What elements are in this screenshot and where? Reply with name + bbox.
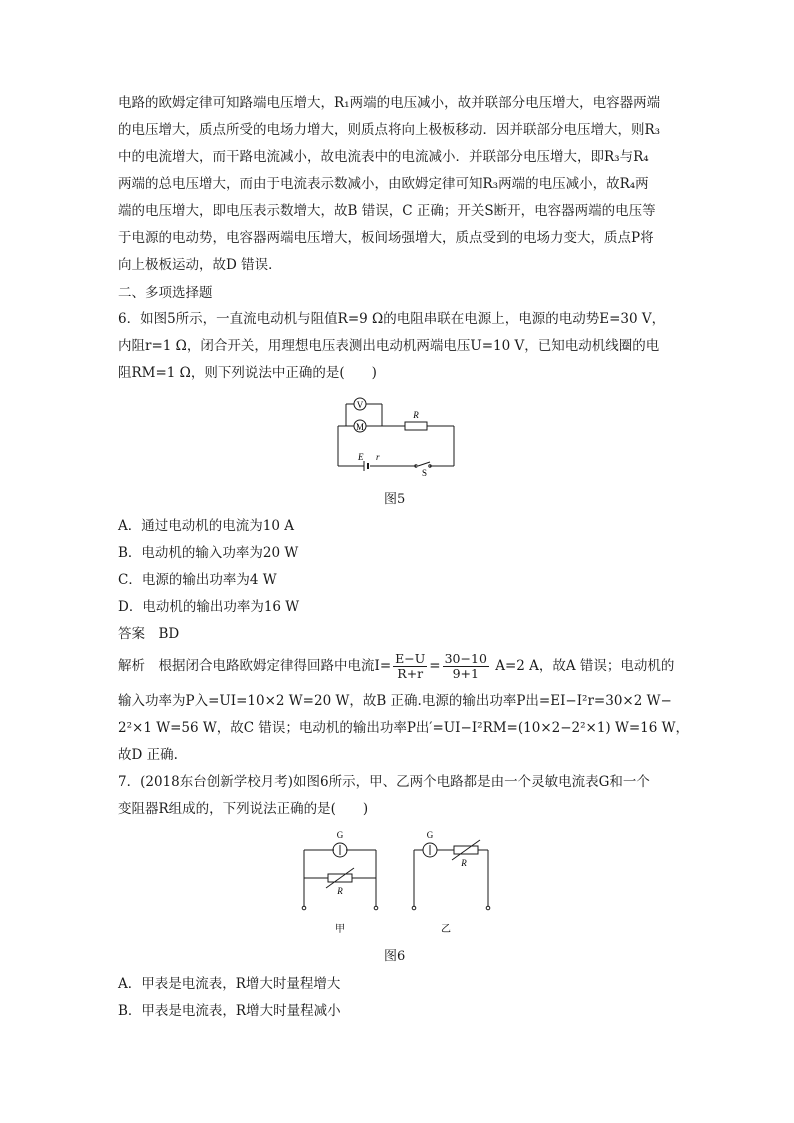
galvanometer-label: G — [336, 830, 344, 840]
fraction-denominator: 9+1 — [452, 666, 479, 681]
section-title: 二、多项选择题 — [118, 285, 213, 301]
rheostat-label: R — [461, 858, 467, 868]
q6-line: 内阻r=1 Ω，闭合开关，用理想电压表测出电动机两端电压U=10 V，已知电动机线圈的电 — [118, 338, 660, 354]
analysis-suffix: A=2 A，故A 错误；电动机的 — [495, 658, 675, 674]
motor-label: M — [355, 422, 365, 432]
intro-line: 的电压增大，质点所受的电场力增大，则质点将向上极板移动．因并联部分电压增大，则R₃ — [118, 122, 661, 138]
q6-line: 阻RM=1 Ω，则下列说法中正确的是( ) — [118, 365, 377, 381]
q6-line: 6．如图5所示，一直流电动机与阻值R=9 Ω的电阻串联在电源上，电源的电动势E=30 V， — [118, 311, 666, 327]
figure-5-circuit — [330, 390, 460, 478]
q7-line: 变阻器R组成的，下列说法正确的是( ) — [118, 801, 369, 817]
intro-line: 电路的欧姆定律可知路端电压增大，R₁两端的电压减小，故并联部分电压增大，电容器两端 — [118, 95, 661, 111]
q6-analysis-line: 故D 正确. — [118, 747, 178, 763]
q6-option-d: D．电动机的输出功率为16 W — [118, 599, 300, 615]
switch-label: S — [422, 468, 428, 478]
rheostat-label: R — [337, 886, 343, 896]
voltmeter-label: V — [356, 400, 364, 410]
fraction-numerator: E−U — [395, 651, 426, 666]
fraction-values — [443, 652, 489, 681]
circuit-yi-label: 乙 — [441, 924, 451, 935]
intro-line: 于电源的电动势，电容器两端电压增大，板间场强增大，质点受到的电场力变大，质点P将 — [118, 230, 654, 246]
fraction-current — [393, 652, 427, 681]
internal-resistance-label: r — [376, 452, 380, 462]
q6-analysis-first-line — [118, 648, 678, 684]
q6-answer: 答案 BD — [118, 626, 180, 642]
q6-option-c: C．电源的输出功率为4 W — [118, 572, 277, 588]
q6-analysis-line: 2²×1 W=56 W，故C 错误；电动机的输出功率P出′=UI−I²RM=(10×2−2²×1) W=16 W， — [118, 720, 690, 736]
intro-line: 两端的总电压增大，而由于电流表示数减小，由欧姆定律可知R₃两端的电压减小，故R₄两 — [118, 176, 649, 192]
q6-option-b: B．电动机的输入功率为20 W — [118, 545, 299, 561]
q7-option-b: B．甲表是电流表，R增大时量程减小 — [118, 1003, 341, 1019]
intro-line: 端的电压增大，即电压表示数增大，故B 错误，C 正确；开关S断开，电容器两端的电压等 — [118, 203, 656, 219]
figure-5-caption: 图5 — [384, 492, 406, 507]
equals-sign: = — [429, 658, 441, 674]
q6-analysis-line: 输入功率为P入=UI=10×2 W=20 W，故B 正确.电源的输出功率P出=EI−I²r=30×2 W− — [118, 693, 672, 709]
q7-option-a: A．甲表是电流表，R增大时量程增大 — [118, 976, 341, 992]
figure-6-circuits — [296, 826, 496, 936]
fraction-denominator: R+r — [397, 666, 424, 681]
circuit-jia-label: 甲 — [335, 924, 345, 935]
intro-line: 中的电流增大，而干路电流减小，故电流表中的电流减小．并联部分电压增大，即R₃与R₄ — [118, 149, 649, 165]
figure-6-caption: 图6 — [384, 949, 406, 964]
q7-line: 7．(2018东台创新学校月考)如图6所示，甲、乙两个电路都是由一个灵敏电流表G和一个 — [118, 774, 650, 790]
intro-line: 向上极板运动，故D 错误． — [118, 257, 282, 273]
analysis-prefix: 解析 根据闭合电路欧姆定律得回路中电流I= — [118, 658, 392, 674]
resistor-label: R — [413, 410, 419, 420]
fraction-numerator: 30−10 — [444, 651, 487, 666]
galvanometer-label: G — [426, 830, 434, 840]
emf-label: E — [358, 452, 364, 462]
q6-option-a: A．通过电动机的电流为10 A — [118, 518, 294, 534]
